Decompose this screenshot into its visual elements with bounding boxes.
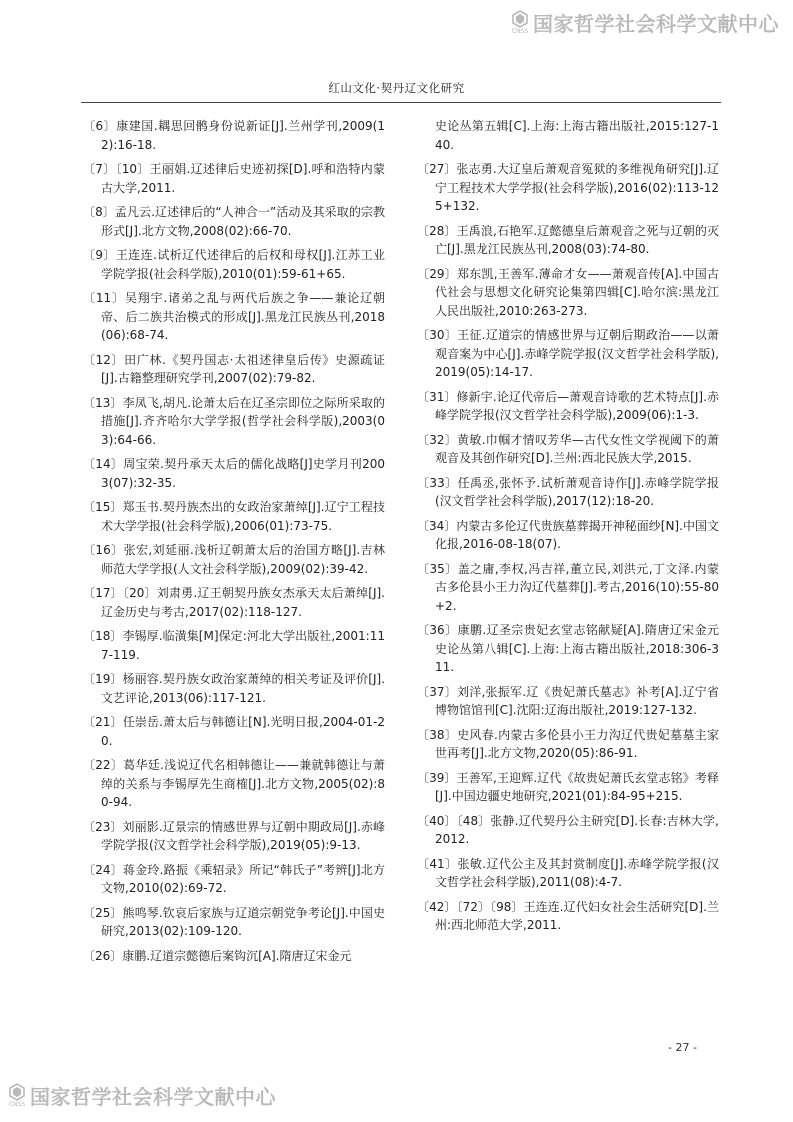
watermark-logo bbox=[8, 1083, 26, 1108]
seal-icon bbox=[511, 10, 529, 28]
reference-item: 〔18〕李锡厚.临潢集[M]保定:河北大学出版社,2001:117-119. bbox=[83, 629, 385, 662]
reference-item: 〔30〕王征.辽道宗的情感世界与辽朝后期政治——以萧观音案为中心[J].赤峰学院学报(汉文哲学社会科学版),2019(05):14-17. bbox=[417, 328, 719, 379]
reference-item: 〔15〕郑玉书.契丹族杰出的女政治家萧绰[J].辽宁工程技术大学学报(社会科学版),2006(01):73-75. bbox=[83, 500, 385, 533]
reference-item: 〔32〕黄敏.巾帼才情叹芳华—古代女性文学视阈下的萧观音及其创作研究[D].兰州:西北民族大学,2015. bbox=[417, 432, 719, 465]
reference-item: 〔9〕王连连.试析辽代述律后的后权和母权[J].江苏工业学院学报(社会科学版),2010(01):59-61+65. bbox=[83, 248, 385, 281]
reference-item: 〔34〕内蒙古多伦辽代贵族墓葬揭开神秘面纱[N].中国文化报,2016-08-18(07). bbox=[417, 518, 719, 551]
reference-item: 〔14〕周宝荣.契丹承天太后的儒化战略[J]史学月刊2003(07):32-35. bbox=[83, 457, 385, 490]
reference-item: 〔26〕康鹏.辽道宗懿德后案钩沉[A].隋唐辽宋金元 bbox=[83, 948, 352, 963]
reference-item: 〔27〕张志勇.大辽皇后萧观音冤狱的多维视角研究[J].辽宁工程技术大学学报(社会科学版),2016(02):113-125+132. bbox=[417, 162, 719, 213]
reference-item: 〔22〕葛华廷.浅说辽代名相韩德让——兼就韩德让与萧绰的关系与李锡厚先生商榷[J].北方文物,2005(02):80-94. bbox=[83, 758, 385, 809]
reference-item: 〔17〕〔20〕刘肃勇.辽王朝契丹族女杰承天太后萧绰[J].辽金历史与考古,2017(02):118-127. bbox=[83, 586, 385, 619]
reference-item: 〔16〕张宏,刘延丽.浅析辽朝萧太后的治国方略[J].吉林师范大学学报(人文社会科学版),2009(02):39-42. bbox=[83, 543, 385, 576]
references-left-column bbox=[83, 117, 385, 971]
seal-icon bbox=[8, 1083, 26, 1101]
watermark-logo-caption: CNSS bbox=[8, 1101, 26, 1108]
page-number: - 27 - bbox=[668, 1041, 697, 1054]
reference-item: 〔40〕〔48〕张静.辽代契丹公主研究[D].长春:吉林大学,2012. bbox=[417, 813, 719, 846]
reference-item: 〔39〕王善军,王迎辉.辽代《故贵妃萧氏玄堂志铭》考释[J].中国边疆史地研究,2021(01):84-95+215. bbox=[417, 770, 719, 803]
reference-item: 〔36〕康鹏.辽圣宗贵妃玄堂志铭献疑[A].隋唐辽宋金元史论丛第八辑[C].上海:上海古籍出版社,2018:306-311. bbox=[417, 623, 719, 674]
reference-item: 〔23〕刘丽影.辽景宗的情感世界与辽朝中期政局[J].赤峰学院学报(汉文哲学社会科学版),2019(05):9-13. bbox=[83, 819, 385, 852]
references-right-column bbox=[417, 117, 719, 941]
reference-item: 〔21〕任崇岳.萧太后与韩德让[N].光明日报,2004-01-20. bbox=[83, 715, 385, 748]
reference-item: 〔19〕杨丽容.契丹族女政治家萧绰的相关考证及评价[J].文艺评论,2013(06):117-121. bbox=[83, 672, 385, 705]
reference-item: 〔38〕史风春.内蒙古多伦县小王力沟辽代贵妃墓墓主家世再考[J].北方文物,2020(05):86-91. bbox=[417, 727, 719, 760]
reference-item: 〔33〕任禹丞,张怀予.试析萧观音诗作[J].赤峰学院学报(汉文哲学社会科学版),2017(12):18-20. bbox=[417, 475, 719, 508]
watermark-logo bbox=[511, 10, 529, 35]
reference-item: 〔13〕李凤飞,胡凡.论萧太后在辽圣宗即位之际所采取的措施[J].齐齐哈尔大学学报(哲学社会科学版),2003(03):64-66. bbox=[83, 395, 385, 447]
reference-item: 〔37〕刘洋,张振军.辽《贵妃萧氏墓志》补考[A].辽宁省博物馆馆刊[C].沈阳:辽海出版社,2019:127-132. bbox=[417, 684, 719, 717]
reference-item: 〔29〕郑东凯,王善军.薄命才女——萧观音传[A].中国古代社会与思想文化研究论集第四辑[C].哈尔滨:黑龙江人民出版社,2010:263-273. bbox=[417, 266, 719, 318]
reference-item: 〔6〕康建国.耦思回鹘身份说新证[J].兰州学刊,2009(12):16-18. bbox=[83, 119, 385, 152]
watermark-text: 国家哲学社会科学文献中心 bbox=[30, 1085, 276, 1109]
reference-item: 〔42〕〔72〕〔98〕王连连.辽代妇女社会生活研究[D].兰州:西北师范大学,2011. bbox=[417, 899, 719, 932]
reference-item: 〔35〕盖之庸,李权,冯吉祥,董立民,刘洪元,丁文泽.内蒙古多伦县小王力沟辽代墓葬[J].考古,2016(10):55-80+2. bbox=[417, 561, 719, 613]
reference-item: 〔25〕熊鸣琴.钦哀后家族与辽道宗朝党争考论[J].中国史研究,2013(02):109-120. bbox=[83, 905, 385, 938]
reference-item: 〔12〕田广林.《契丹国志·太祖述律皇后传》史源疏证[J].古籍整理研究学刊,2007(02):79-82. bbox=[83, 352, 385, 385]
reference-item: 〔8〕孟凡云.辽述律后的“人神合一”活动及其采取的宗教形式[J].北方文物,2008(02):66-70. bbox=[83, 205, 385, 238]
watermark-logo-caption: CNSS bbox=[511, 28, 529, 35]
reference-item: 〔7〕〔10〕王丽娟.辽述律后史迹初探[D].呼和浩特内蒙古大学,2011. bbox=[83, 162, 385, 195]
reference-item: 〔31〕修新宇.论辽代帝后—萧观音诗歌的艺术特点[J].赤峰学院学报(汉文哲学社会科学版),2009(06):1-3. bbox=[417, 389, 719, 422]
running-title: 红山文化·契丹辽文化研究 bbox=[328, 81, 465, 95]
reference-item: 〔41〕张敏.辽代公主及其封赏制度[J].赤峰学院学报(汉文哲学社会科学版),2011(08):4-7. bbox=[417, 856, 719, 889]
reference-item: 〔11〕吴翔宇.诸弟之乱与两代后族之争——兼论辽朝帝、后二族共治模式的形成[J].黑龙江民族丛刊,2018(06):68-74. bbox=[83, 291, 385, 342]
watermark-bottom bbox=[8, 1081, 276, 1110]
watermark-top bbox=[511, 8, 779, 37]
reference-item: 〔24〕蒋金玲.路振《乘轺录》所记“韩氏子”考辨[J]北方文物,2010(02):69-72. bbox=[83, 862, 385, 895]
watermark-text: 国家哲学社会科学文献中心 bbox=[533, 12, 779, 36]
reference-item: 〔28〕王禹浪,石艳军.辽懿德皇后萧观音之死与辽朝的灭亡[J].黑龙江民族丛刊,2008(03):74-80. bbox=[417, 223, 719, 256]
reference-item-continued: 史论丛第五辑[C].上海:上海古籍出版社,2015:127-140. bbox=[435, 119, 719, 152]
header-rule bbox=[81, 102, 721, 103]
